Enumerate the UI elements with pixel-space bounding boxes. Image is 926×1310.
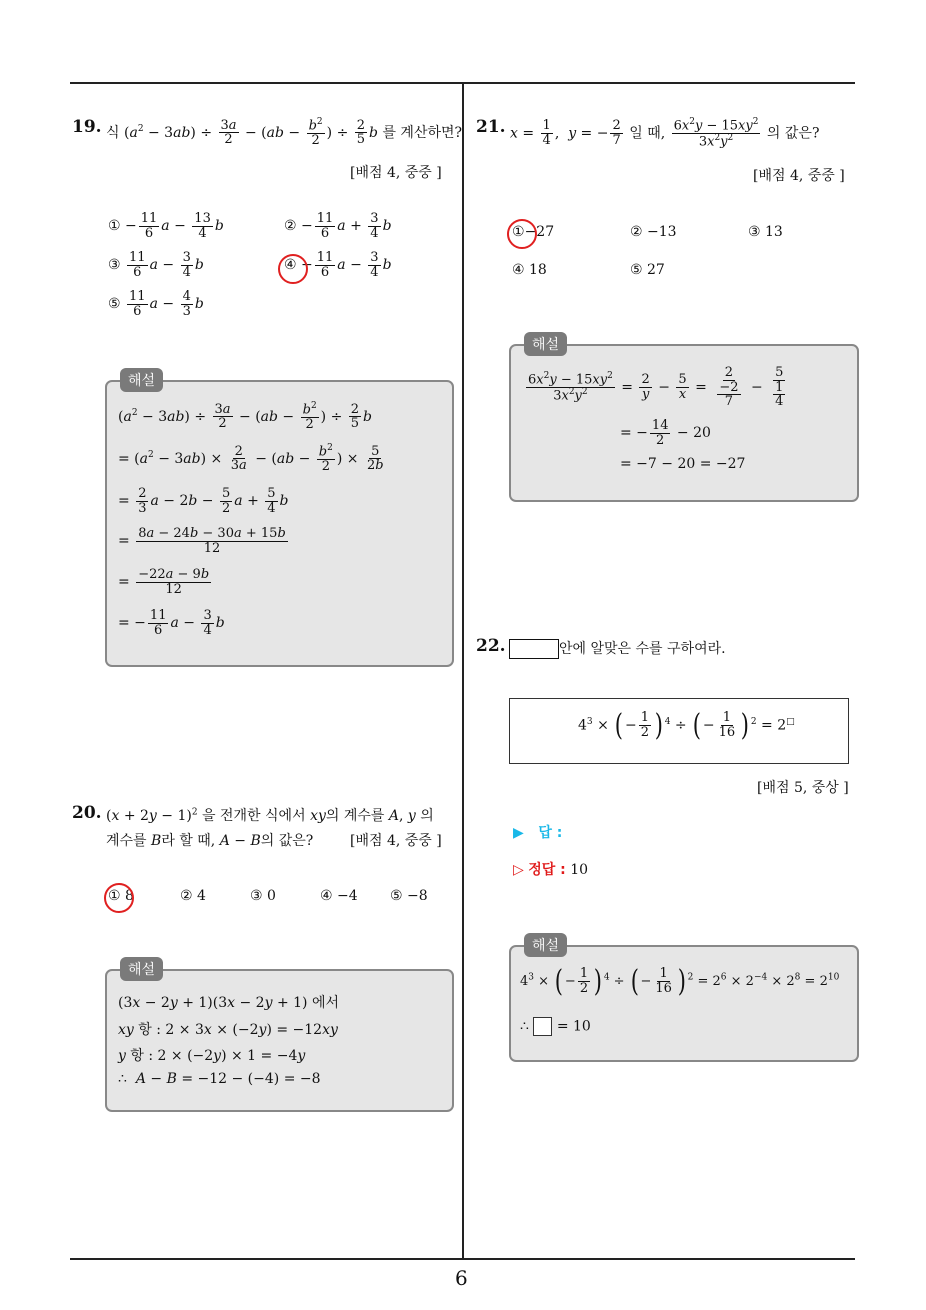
q20-sol-line-1: (3x − 2y + 1)(3x − 2y + 1) 에서 <box>118 995 340 1011</box>
q21-choice-5[interactable]: ⑤ 27 <box>630 262 665 278</box>
q21-number: 21. <box>476 117 506 137</box>
q19-choice-5[interactable]: ⑤ $\frac{11}{6}$ a − $\frac{4}{3}$ b <box>108 289 204 319</box>
q21-choice-2[interactable]: ② −13 <box>630 224 677 240</box>
q20-choice-2[interactable]: ② 4 <box>180 888 206 904</box>
q19-number: 19. <box>72 117 102 137</box>
q19-sol-line-1: $(a^2 - 3ab)$ ÷ $\frac{3a}{2}$ − (ab − $\frac{b^2}{2}$ ) ÷ $\frac{2}{5}$ b <box>118 401 373 432</box>
q22-score: [배점 5, 중상 ] <box>757 780 849 796</box>
q19-sol-line-5: = $\frac{-22a - 9b}{12}$ <box>118 567 210 597</box>
q19-solution-tag: 해설 <box>120 368 163 392</box>
q22-sol-line-2: ∴ = 10 <box>520 1018 591 1035</box>
q21-answer-circle <box>507 219 537 249</box>
q20-choice-1[interactable]: ① 8 <box>108 888 134 904</box>
q21-choice-4[interactable]: ④ 18 <box>512 262 547 278</box>
q20-solution-tag: 해설 <box>120 957 163 981</box>
q19-choice-1[interactable]: ① − $\frac{11}{6}$ a − $\frac{13}{4}$ b <box>108 211 224 241</box>
q22-correct-value: 10 <box>570 862 589 878</box>
q19-score: [배점 4, 중중 ] <box>350 165 442 181</box>
q21-sol-line-1: $\frac{6x^2y - 15xy^2}{3x^2y^2}$ = $\frac{2}{y}$ − $\frac{5}{x}$ = $\frac{2}{\frac{-2}{7}}$ − $\frac{5}{\frac{1}{4}}$ <box>528 365 784 410</box>
q20-number: 20. <box>72 803 102 823</box>
q20-solution-box <box>105 969 454 1112</box>
q19-answer-circle <box>278 254 308 284</box>
q22-correct-label: 정답 : <box>528 862 566 878</box>
q19-choice-3[interactable]: ③ $\frac{11}{6}$ a − $\frac{3}{4}$ b <box>108 250 204 280</box>
q21-choice-3[interactable]: ③ 13 <box>748 224 783 240</box>
q22-equation: $4^3$ × ( − $\frac{1}{2}$ ) $^4$ ÷ ( − $\frac{1}{16}$ ) $^2$ = 2□ <box>578 708 795 743</box>
q22-number: 22. <box>476 636 506 656</box>
q20-answer-circle <box>104 883 134 913</box>
q20-sol-line-4: ∴ A − B = −12 − (−4) = −8 <box>118 1071 321 1087</box>
q21-sol-line-2: = − $\frac{14}{2}$ − 20 <box>620 418 711 448</box>
page-number: 6 <box>455 1266 468 1290</box>
q20-choice-3[interactable]: ③ 0 <box>250 888 276 904</box>
q19-sol-line-3: = $\frac{2}{3}$ a − 2b − $\frac{5}{2}$ a + $\frac{5}{4}$ b <box>118 486 289 516</box>
column-divider <box>462 84 464 1258</box>
bottom-rule <box>70 1258 855 1260</box>
q22-prompt-row <box>509 638 726 659</box>
q19-sol-line-4: = $\frac{8a - 24b - 30a + 15b}{12}$ <box>118 526 286 556</box>
q19-choice-2[interactable]: ② − $\frac{11}{6}$ a + $\frac{3}{4}$ b <box>284 211 392 241</box>
q20-choice-5[interactable]: ⑤ −8 <box>390 888 428 904</box>
q22-answer-row <box>513 822 562 842</box>
q19-suffix: 를 계산하면? <box>382 124 463 141</box>
q22-answer-label: 답 : <box>538 825 563 841</box>
q22-correct-row <box>513 859 588 879</box>
q20-line-2: 계수를 B라 할 때, A − B의 값은? <box>106 833 314 849</box>
q22-sol-line-1: $4^3$ × ( − $\frac{1}{2}$ ) $^4$ ÷ ( − $\frac{1}{16}$ ) $^2 = 2^6 \times 2^{-4} \times 2^8 = 2^{10}$ <box>520 964 840 999</box>
answer-arrow-icon: ▶ <box>513 825 524 841</box>
q19-sol-line-6: = − $\frac{11}{6}$ a − $\frac{3}{4}$ b <box>118 608 225 638</box>
q21-choice-1[interactable]: ①−27 <box>512 224 555 240</box>
q22-solution-box <box>509 945 859 1062</box>
q21-sol-line-3: = −7 − 20 = −27 <box>620 456 746 472</box>
q21-solution-tag: 해설 <box>524 332 567 356</box>
q22-sol-square <box>533 1017 552 1036</box>
q22-prompt: 안에 알맞은 수를 구하여라. <box>559 641 726 657</box>
correct-triangle-icon: ▷ <box>513 862 524 878</box>
q20-score: [배점 4, 중중 ] <box>350 833 442 849</box>
q19-prefix: 식 <box>106 124 120 141</box>
q20-choice-4[interactable]: ④ −4 <box>320 888 358 904</box>
q20-sol-line-2: xy 항 : 2 × 3x × (−2y) = −12xy <box>118 1022 338 1038</box>
q20-line-1: $(x + 2y - 1)^2$ 을 전개한 식에서 xy의 계수를 A, y 의 <box>106 807 434 824</box>
q19-sol-line-2: = $(a^2 - 3ab)$ × $\frac{2}{3a}$ − (ab − $\frac{b^2}{2}$ ) × $\frac{5}{2b}$ <box>118 443 384 474</box>
q21-question: x = $\frac{1}{4}$ , y = − $\frac{2}{7}$ 일 때, $\frac{6x^2y - 15xy^2}{3x^2y^2}$ 의 값은? <box>510 117 820 150</box>
q22-blank-box <box>509 639 559 659</box>
q19-choice-4[interactable]: ④ − $\frac{11}{6}$ a − $\frac{3}{4}$ b <box>284 250 392 280</box>
q20-sol-line-3: y 항 : 2 × (−2y) × 1 = −4y <box>118 1048 306 1064</box>
q19-question: 식 $(a^2 - 3ab)$ ÷ $\frac{3a}{2}$ − (ab − $\frac{b^2}{2}$ ) ÷ $\frac{2}{5}$ b 를 계산하면? <box>106 117 463 148</box>
q21-score: [배점 4, 중중 ] <box>753 168 845 184</box>
q22-solution-tag: 해설 <box>524 933 567 957</box>
